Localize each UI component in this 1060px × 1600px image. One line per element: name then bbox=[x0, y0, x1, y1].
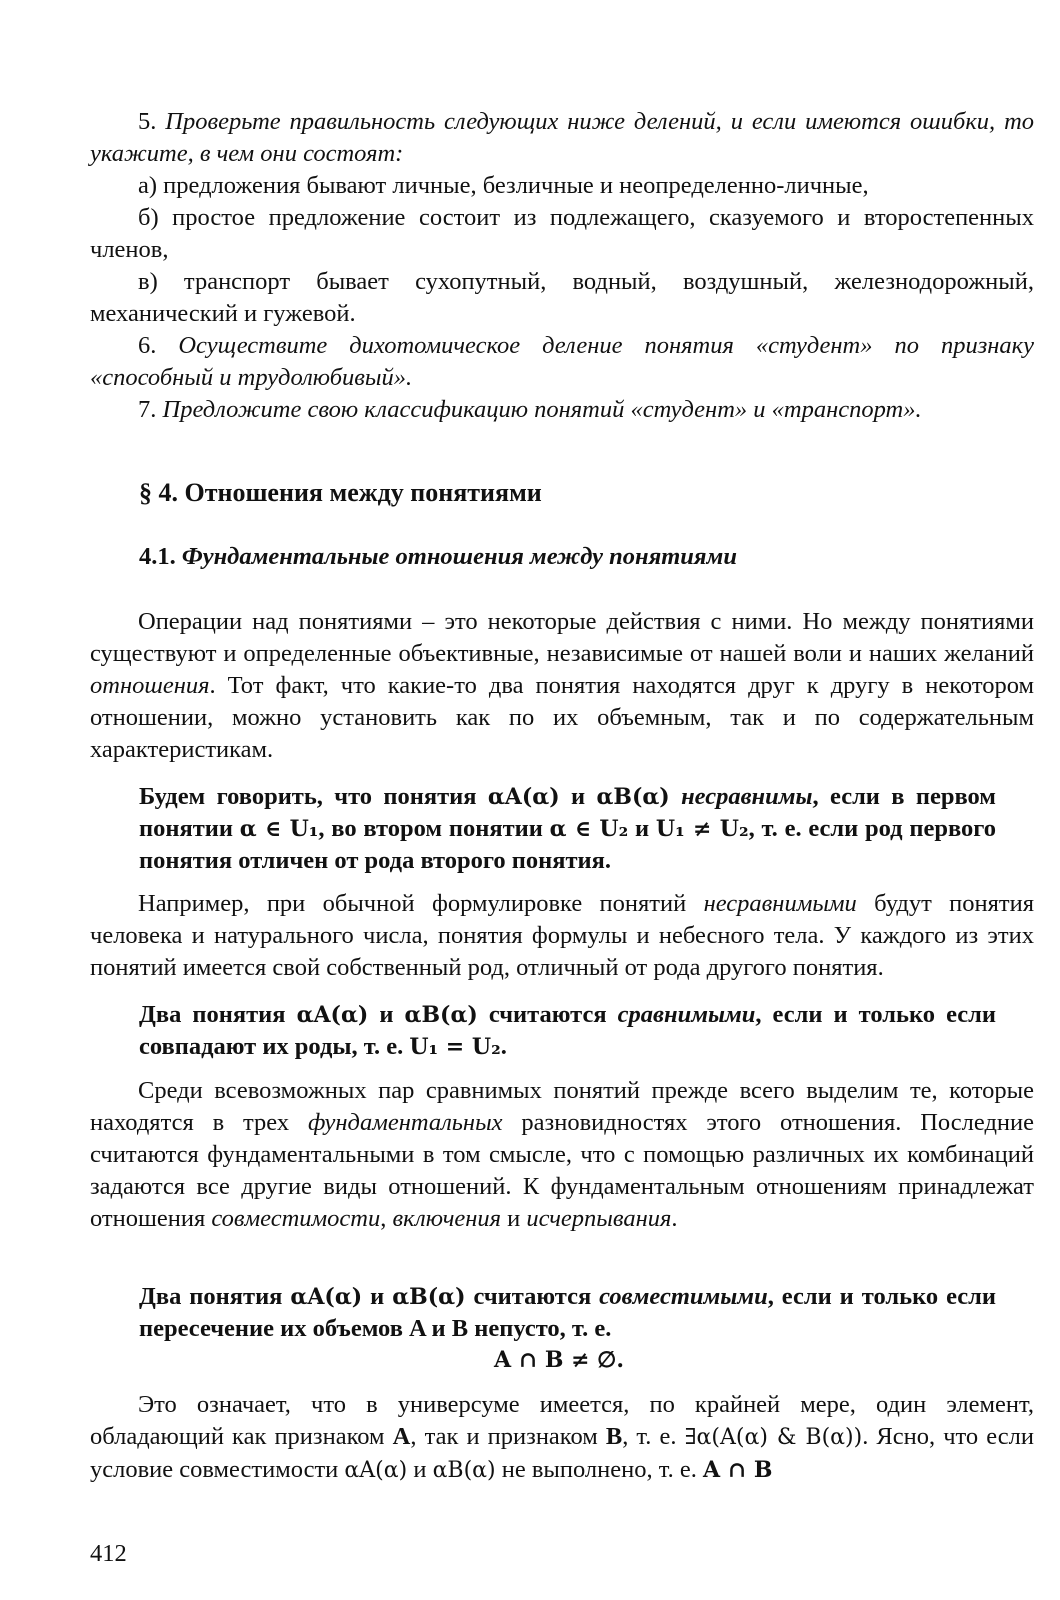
subsection-text: Фундаментальные отношения между понятиями bbox=[181, 543, 737, 570]
formula-inline: αA(α) bbox=[290, 1284, 363, 1310]
exercise-7 bbox=[90, 394, 1034, 426]
text-run: , если и только если пересечение их объемов A и B непусто, т. е. bbox=[139, 1283, 996, 1342]
formula-inline: α ∈ U₁ bbox=[239, 816, 319, 842]
text-run: , так и признаком bbox=[410, 1423, 606, 1450]
formula-inline: αB(α) bbox=[596, 784, 670, 810]
text-run: будут понятия человека и натурального числа, понятия формулы и небесного тела. У каждого из этих понятий имеется свой собственный род, отличный от рода другого понятия. bbox=[90, 890, 1034, 981]
exercise-5c: в) транспорт бывает сухопутный, водный, воздушный, железнодорожный, механический и гужевой. bbox=[90, 268, 1034, 327]
text-run: Два понятия bbox=[139, 1001, 297, 1028]
definition-compatible bbox=[139, 1281, 996, 1345]
text-run: , если и только если совпадают их роды, т. е. bbox=[139, 1001, 996, 1060]
text-run: и bbox=[407, 1456, 433, 1483]
emphasis: несравнимыми bbox=[703, 890, 857, 917]
text-run: разновидностях этого отношения. Последние считаются фундаментальными в том смысле, что с помощью различных их комбинаций задаются все другие виды отношений. К фундаментальным отношениям принадлежат отношения bbox=[90, 1109, 1035, 1232]
formula-inline: U₁ ≠ U₂ bbox=[655, 816, 749, 842]
text-run: , во втором понятии bbox=[318, 815, 550, 842]
formula-inline: U₁ = U₂ bbox=[409, 1034, 501, 1060]
emphasis: совместимости bbox=[211, 1205, 381, 1232]
formula-inline: A ∩ B bbox=[703, 1457, 773, 1483]
exercise-text: Осуществите дихотомическое деление понятия «студент» по признаку «способный и трудолюбивый». bbox=[90, 332, 1034, 391]
text-run: Например, при обычной формулировке понятий bbox=[138, 890, 704, 917]
text-run: и bbox=[362, 1283, 393, 1310]
exercise-5a: а) предложения бывают личные, безличные и неопределенно-личные, bbox=[138, 172, 869, 199]
paragraph-2 bbox=[90, 888, 1034, 984]
paragraph-3 bbox=[90, 1075, 1034, 1235]
exercise-text: Проверьте правильность следующих ниже делений, и если имеются ошибки, то укажите, в чем они состоят: bbox=[90, 108, 1035, 167]
formula-inline: ∃α(A(α) & B(α)) bbox=[684, 1425, 863, 1450]
text-run: Среди всевозможных пар сравнимых понятий прежде всего выделим те, которые находятся в трех bbox=[90, 1077, 1034, 1136]
formula-inline: αB(α) bbox=[404, 1002, 478, 1028]
definition-comparable bbox=[139, 999, 996, 1063]
subsection-title bbox=[139, 543, 737, 571]
paragraph-1 bbox=[90, 606, 1034, 766]
exercise-text: Предложите свою классификацию понятий «студент» и «транспорт». bbox=[162, 396, 922, 423]
text-run: и bbox=[368, 1001, 405, 1028]
formula-inline: αB(α) bbox=[432, 1458, 496, 1483]
formula-inline: αA(α) bbox=[487, 784, 560, 810]
text-run: Два понятия bbox=[139, 1283, 291, 1310]
emphasis: несравнимы bbox=[681, 783, 813, 810]
text-run: и bbox=[559, 783, 597, 810]
emphasis: включения bbox=[392, 1205, 502, 1232]
definition-incomparable bbox=[139, 781, 996, 877]
text-run: Операции над понятиями – это некоторые действия с ними. Но между понятиями существуют и определенные объективные, независимые от нашей воли и наших желаний bbox=[90, 608, 1034, 667]
emphasis: исчерпывания bbox=[526, 1205, 672, 1232]
text-run: не выполнено, т. е. bbox=[495, 1456, 703, 1483]
exercise-number: 6. bbox=[138, 332, 157, 359]
exercise-number: 5. bbox=[138, 108, 157, 135]
text-run: . bbox=[500, 1033, 507, 1060]
subsection-number: 4.1. bbox=[139, 543, 176, 570]
text-run: Это означает, что в универсуме имеется, по крайней мере, один элемент, обладающий как признаком bbox=[90, 1391, 1034, 1450]
text-run: Будем говорить, что понятия bbox=[139, 783, 488, 810]
text-run: . Ясно, что если условие совместимости bbox=[90, 1423, 1034, 1483]
formula-inline: αA(α) bbox=[296, 1002, 369, 1028]
exercise-number: 7. bbox=[138, 396, 157, 423]
section-title: § 4. Отношения между понятиями bbox=[139, 478, 542, 507]
emphasis: отношения bbox=[90, 672, 210, 699]
emphasis: сравнимыми bbox=[617, 1001, 756, 1028]
formula-inline: αB(α) bbox=[392, 1284, 466, 1310]
formula-inline: αA(α) bbox=[344, 1458, 408, 1483]
text-run: , если в первом понятии bbox=[139, 783, 996, 842]
emphasis: совместимыми bbox=[599, 1283, 768, 1310]
exercise-5b: б) простое предложение состоит из подлежащего, сказуемого и второстепенных членов, bbox=[90, 204, 1034, 263]
text-run: , bbox=[380, 1205, 393, 1232]
text-run: и bbox=[501, 1205, 527, 1232]
text-run: , т. е. если род первого понятия отличен от рода второго понятия. bbox=[139, 815, 997, 874]
display-formula: A ∩ B ≠ ∅. bbox=[494, 1347, 624, 1373]
formula-inline: α ∈ U₂ bbox=[549, 816, 629, 842]
text-run: . Тот факт, что какие-то два понятия находятся друг к другу в некотором отношении, можно установить как по их объемным, так и по содержательным характеристикам. bbox=[90, 672, 1034, 763]
text-run: и bbox=[628, 815, 656, 842]
text-run: . bbox=[671, 1205, 678, 1232]
emphasis: фундаментальных bbox=[307, 1109, 503, 1136]
text-run: считаются bbox=[465, 1283, 600, 1310]
text-run: , т. е. bbox=[622, 1423, 685, 1450]
page-number: 412 bbox=[90, 1540, 127, 1567]
text-run: считаются bbox=[477, 1001, 618, 1028]
paragraph-4 bbox=[90, 1389, 1034, 1487]
exercise-6 bbox=[90, 330, 1034, 394]
symbol: B bbox=[605, 1423, 623, 1450]
exercise-5 bbox=[90, 106, 1034, 170]
symbol: A bbox=[392, 1423, 411, 1450]
